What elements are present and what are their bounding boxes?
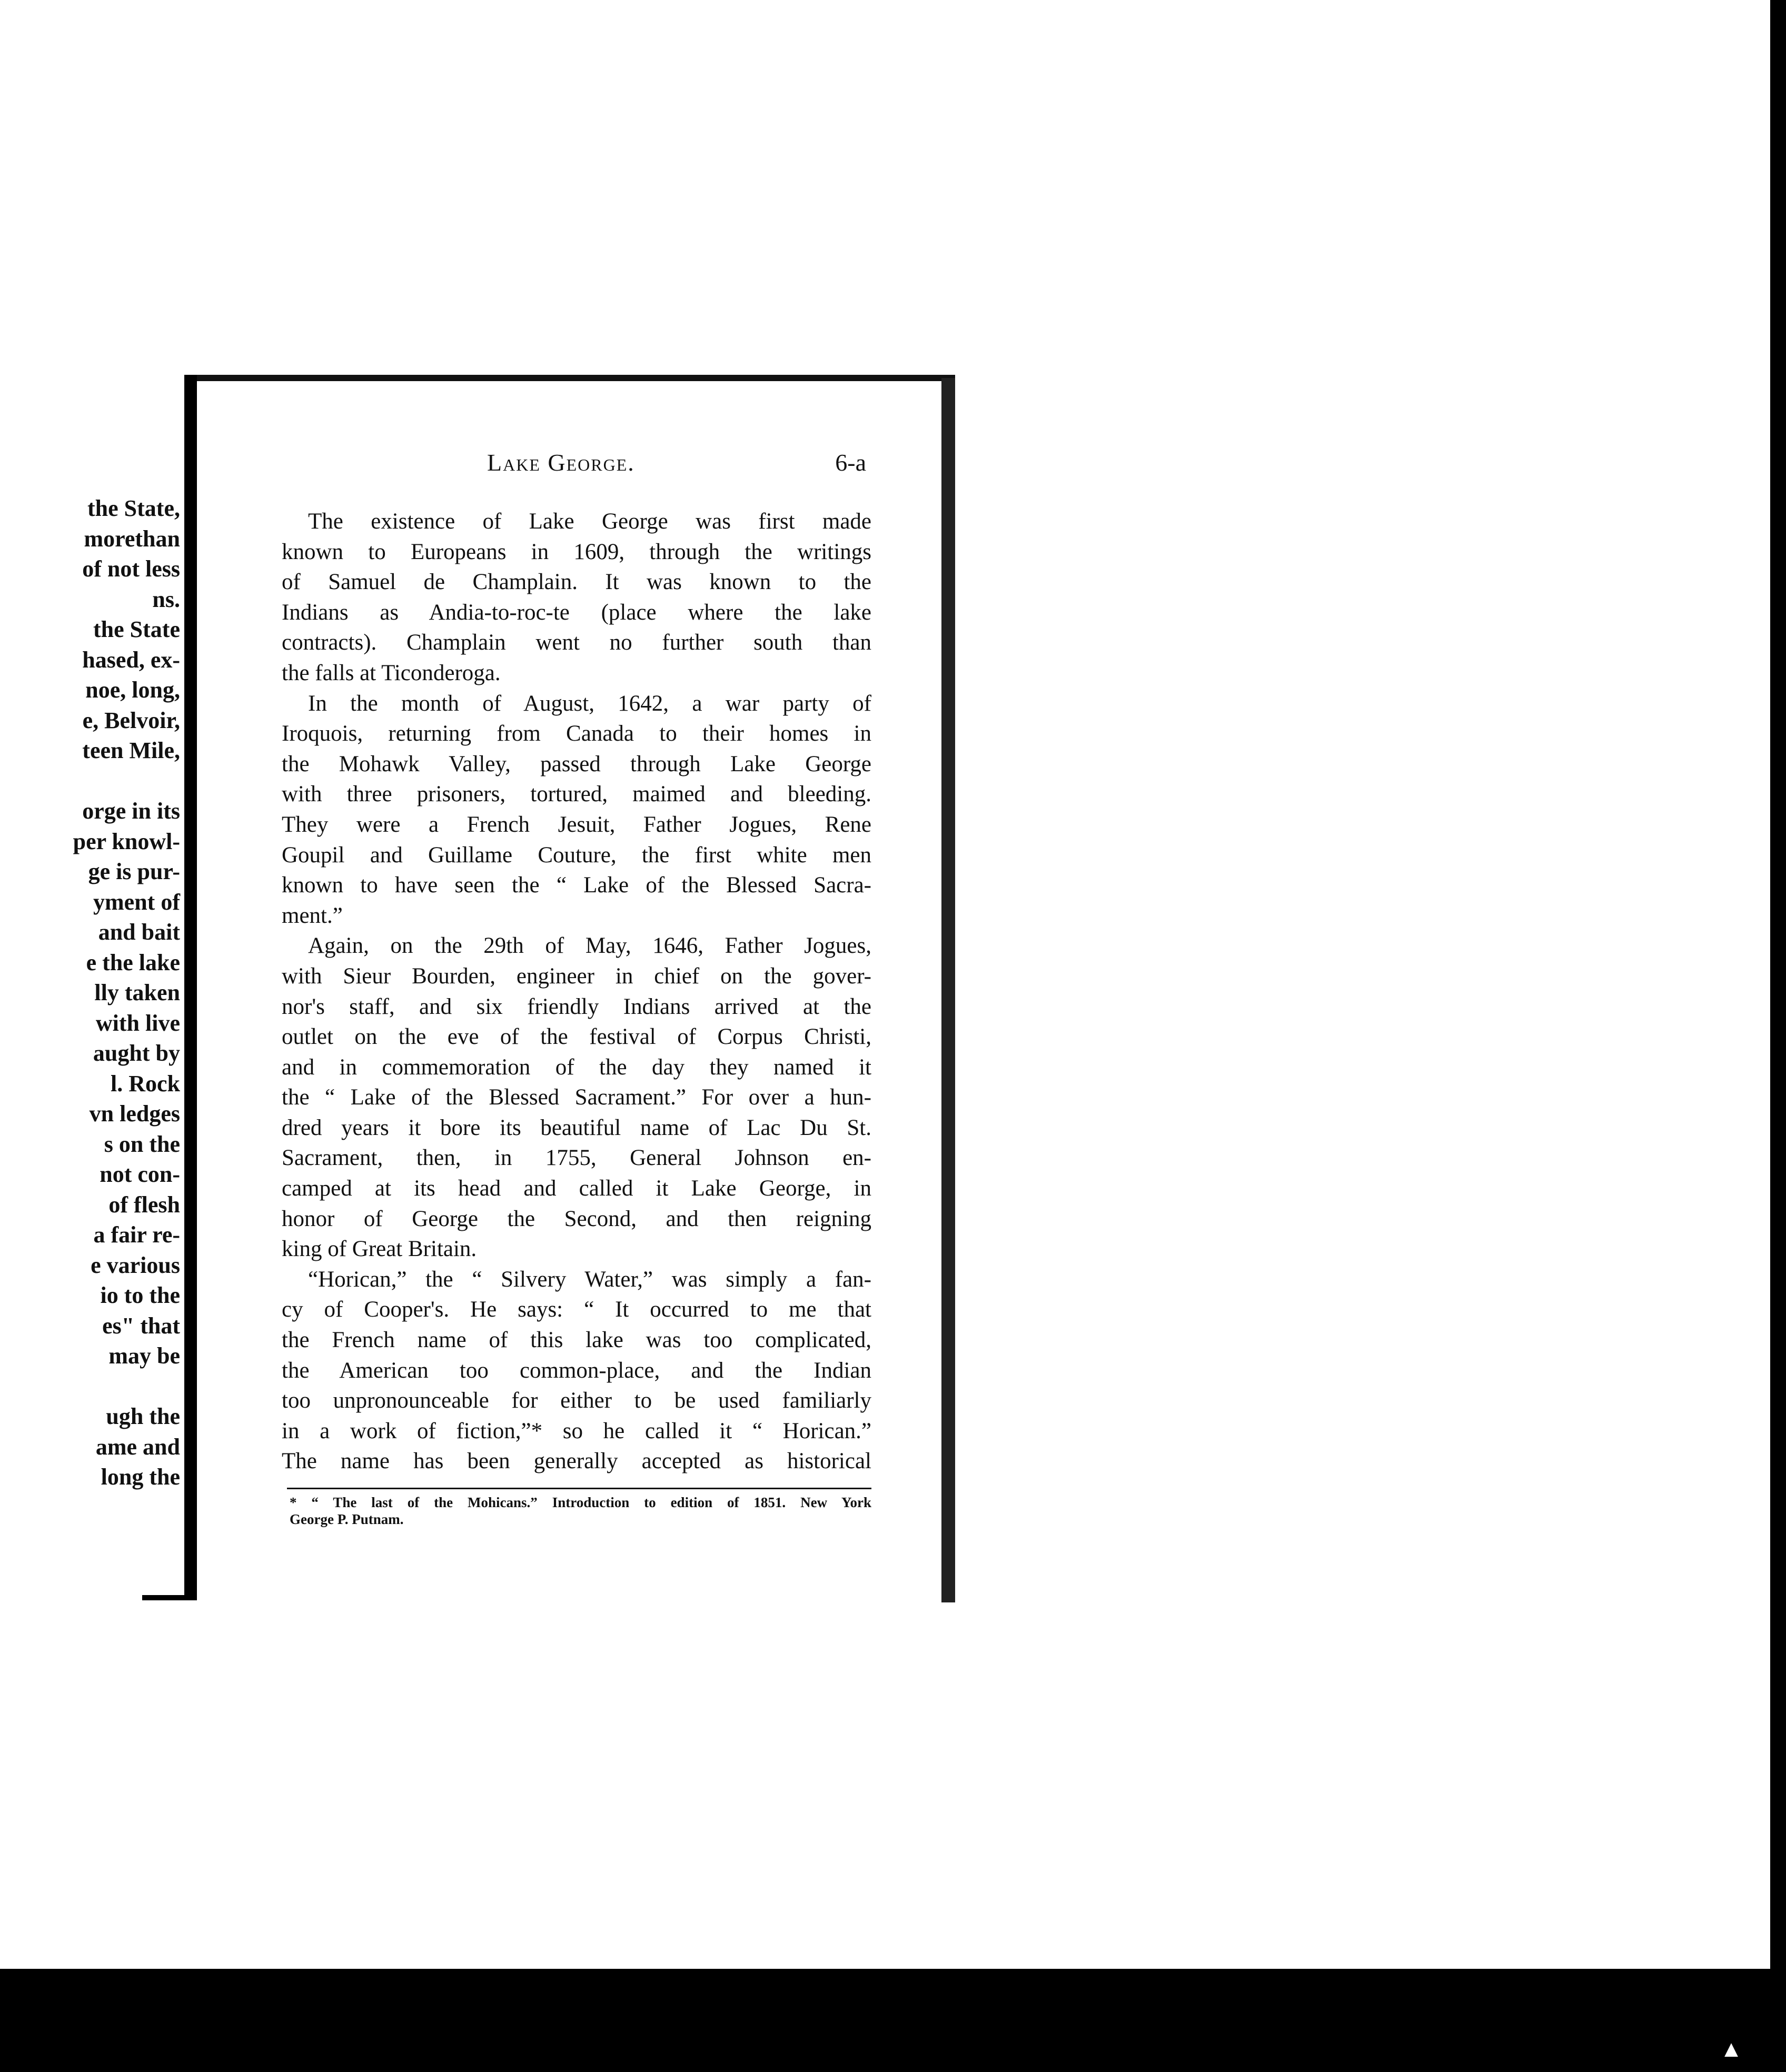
text-line: ment.” (282, 903, 343, 928)
left-page-line: of not less (82, 556, 180, 582)
left-page-line: aught by (93, 1040, 180, 1066)
left-page-line: of flesh (108, 1191, 180, 1218)
page-right-edge (941, 378, 955, 1602)
text-line: and in commemoration of the day they named it (282, 1054, 871, 1080)
text-line: the falls at Ticonderoga. (282, 660, 501, 685)
left-page-line: lly taken (94, 980, 180, 1005)
text-line: Again, on the 29th of May, 1646, Father Jogues, (308, 933, 871, 959)
text-line: Sacrament, then, in 1755, General Johnson en- (282, 1145, 871, 1171)
left-page-line: orge in its (82, 798, 180, 824)
left-page-line: long the (101, 1464, 180, 1490)
left-page-line: e, Belvoir, (82, 707, 180, 733)
left-page-line: with live (95, 1010, 180, 1036)
left-page-line: a fair re- (93, 1222, 180, 1248)
text-line: nor's staff, and six friendly Indians arrived at the (282, 994, 871, 1019)
body-text (282, 506, 871, 1477)
left-page-line: e various (91, 1252, 180, 1278)
left-page-line: and bait (98, 919, 180, 945)
text-line: known to have seen the “ Lake of the Blessed Sacra- (282, 873, 871, 898)
text-line: of Samuel de Champlain. It was known to the (282, 570, 871, 595)
left-page-line: not con- (100, 1161, 180, 1187)
running-head: Lake George. (487, 449, 635, 476)
left-page-line: ugh the (106, 1403, 180, 1429)
left-page-line (0, 766, 180, 796)
left-page-line: noe, long, (85, 677, 180, 703)
left-page-line: vn ledges (89, 1101, 180, 1127)
footnote-rule (287, 1488, 871, 1489)
text-line: Goupil and Guillame Couture, the first white men (282, 842, 871, 868)
left-page-line: es" that (102, 1312, 180, 1339)
left-page-line: morethan (84, 525, 180, 552)
left-page-line: per knowl- (73, 828, 180, 854)
text-line: cy of Cooper's. He says: “ It occurred to me that (282, 1297, 871, 1322)
left-page-line: ame and (95, 1433, 180, 1460)
left-page-line: hased, ex- (82, 646, 180, 673)
text-line: with Sieur Bourden, engineer in chief on the gover- (282, 963, 871, 989)
text-line: too unpronounceable for either to be used familiarly (282, 1388, 871, 1413)
left-page-text (0, 493, 180, 1492)
page-header (287, 449, 866, 485)
left-page-line (0, 1371, 180, 1402)
text-line: outlet on the eve of the festival of Corpus Christi, (282, 1024, 871, 1050)
left-page-line: the State, (87, 495, 180, 521)
text-line: the Mohawk Valley, passed through Lake George (282, 751, 871, 776)
text-line: The name has been generally accepted as historical (282, 1449, 871, 1474)
left-page-line: ge is pur- (88, 859, 180, 884)
film-corner-mark: ▲ (1720, 2036, 1743, 2062)
film-border-right (1770, 0, 1786, 2072)
page-number: 6-a (835, 449, 866, 476)
text-line: Indians as Andia-to-roc-te (place where the lake (282, 600, 871, 625)
left-page-line: e the lake (86, 949, 180, 975)
text-line: camped at its head and called it Lake George, in (282, 1176, 871, 1201)
text-line: king of Great Britain. (282, 1237, 477, 1262)
text-line: dred years it bore its beautiful name of Lac Du St. (282, 1115, 871, 1140)
text-line: honor of George the Second, and then reigning (282, 1206, 871, 1231)
text-line: in a work of fiction,”* so he called it “ Horican.” (282, 1418, 871, 1443)
text-line: the American too common-place, and the Indian (282, 1358, 871, 1383)
text-line: known to Europeans in 1609, through the writings (282, 539, 871, 564)
left-page-line: teen Mile, (82, 738, 180, 763)
text-line: In the month of August, 1642, a war party of (308, 691, 871, 716)
left-page-line: l. Rock (111, 1070, 180, 1097)
text-line: The existence of Lake George was first made (308, 509, 871, 534)
text-line: Iroquois, returning from Canada to their homes in (282, 721, 871, 746)
text-line: the French name of this lake was too complicated, (282, 1328, 871, 1353)
film-border-bottom (0, 1969, 1786, 2072)
text-line: “Horican,” the “ Silvery Water,” was simply a fan- (308, 1267, 871, 1292)
footnote-line: George P. Putnam. (290, 1511, 404, 1527)
footnote-line: * “ The last of the Mohicans.” Introduction to edition of 1851. New York (290, 1495, 871, 1510)
left-page-line: s on the (104, 1131, 180, 1157)
left-page-line: the State (93, 616, 180, 642)
left-page-line: may be (108, 1343, 180, 1369)
text-line: the “ Lake of the Blessed Sacrament.” For over a hun- (282, 1085, 871, 1110)
left-page-line: yment of (93, 889, 180, 915)
text-line: They were a French Jesuit, Father Jogues, Rene (282, 812, 871, 837)
left-page-fragment (0, 375, 184, 1596)
book-gutter (184, 375, 197, 1596)
left-page-line: io to the (100, 1282, 180, 1308)
text-line: with three prisoners, tortured, maimed and bleeding. (282, 782, 871, 807)
page-top-edge (197, 375, 955, 381)
footnote (290, 1494, 871, 1528)
left-page-line: ns. (152, 586, 180, 612)
text-line: contracts). Champlain went no further south than (282, 630, 871, 655)
